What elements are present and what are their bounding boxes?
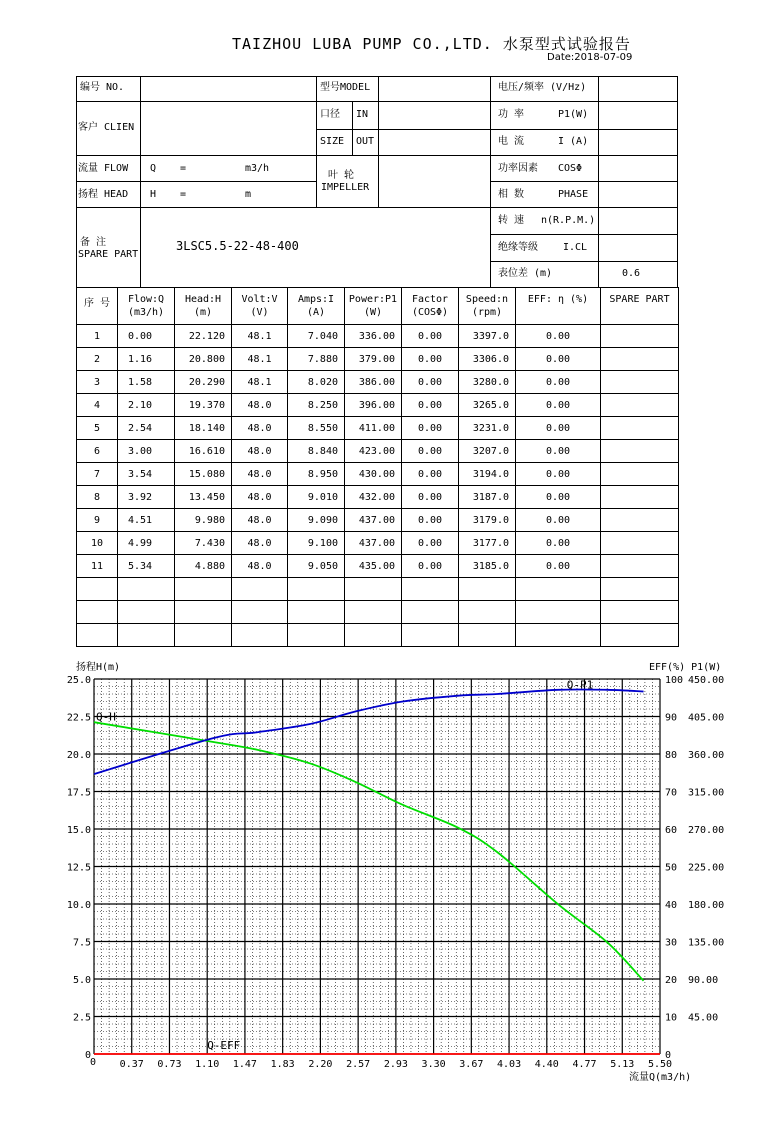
x-tick-label: 1.10	[195, 1059, 220, 1070]
table-cell: 0.00	[402, 394, 459, 417]
y-eff-tick-label: 60	[665, 825, 678, 836]
table-cell: 3.54	[118, 463, 175, 486]
header-cell-line1: Amps:I	[297, 294, 335, 305]
head-label: 扬程 HEAD	[78, 189, 129, 200]
table-cell	[345, 578, 402, 601]
table-cell	[232, 624, 288, 647]
series-label: Q-EFF	[207, 1039, 241, 1052]
table-cell: 4	[77, 394, 118, 417]
chart-series	[94, 689, 660, 1054]
table-cell	[345, 601, 402, 624]
header-cell	[601, 288, 679, 325]
table-cell: 0.00	[402, 440, 459, 463]
table-cell: 48.0	[232, 555, 288, 578]
spare-en: SPARE PART	[78, 249, 139, 260]
flow-eq: =	[180, 163, 187, 174]
table-cell	[118, 578, 175, 601]
table-cell	[77, 624, 118, 647]
header-cell-line2: (m)	[193, 307, 213, 318]
head-unit: m	[245, 189, 252, 200]
header-cell	[345, 288, 402, 325]
table-cell: 48.0	[232, 532, 288, 555]
table-cell: 3	[77, 371, 118, 394]
pf-unit: COSΦ	[558, 163, 583, 174]
table-cell: 8.950	[288, 463, 345, 486]
table-cell	[601, 348, 679, 371]
client-label: 客户 CLIEN	[78, 122, 135, 133]
table-cell: 0.00	[516, 509, 601, 532]
table-cell: 48.1	[232, 348, 288, 371]
header-cell-line2: (W)	[363, 307, 383, 318]
header-cell	[402, 288, 459, 325]
table-cell: 8	[77, 486, 118, 509]
chart-grid	[94, 679, 660, 1054]
table-cell: 0.00	[402, 348, 459, 371]
size-label: SIZE	[320, 136, 345, 147]
x-tick-label: 1.83	[270, 1059, 295, 1070]
table-cell	[175, 624, 232, 647]
header-cell-line1: SPARE PART	[609, 294, 670, 305]
table-cell: 10	[77, 532, 118, 555]
impeller-cn: 叶 轮	[328, 170, 355, 181]
y-power-tick-label: 405.00	[688, 712, 725, 724]
table-cell: 48.0	[232, 486, 288, 509]
table-cell: 411.00	[345, 417, 402, 440]
y-eff-tick-label: 50	[665, 862, 678, 874]
y-power-tick-label: 45.00	[688, 1012, 719, 1024]
table-cell: 0.00	[402, 371, 459, 394]
series-label: Q-P1	[566, 678, 594, 692]
table-cell: 48.0	[232, 417, 288, 440]
table-cell	[175, 601, 232, 624]
table-cell: 0.00	[402, 486, 459, 509]
y-left-tick-label: 7.5	[72, 937, 91, 949]
table-cell: 48.0	[232, 440, 288, 463]
pf-label: 功率因素	[498, 163, 538, 174]
table-cell: 48.1	[232, 325, 288, 348]
y-eff-tick-label: 70	[665, 787, 678, 799]
y-left-tick-label: 0	[84, 1050, 91, 1061]
x-tick-label: 4.03	[497, 1059, 522, 1070]
table-cell: 423.00	[345, 440, 402, 463]
power-label: 功 率	[498, 109, 525, 120]
insulation-unit: I.CL	[563, 242, 588, 253]
table-cell	[601, 440, 679, 463]
table-cell: 8.840	[288, 440, 345, 463]
table-cell	[402, 578, 459, 601]
table-cell	[402, 624, 459, 647]
table-cell: 18.140	[175, 417, 232, 440]
table-cell: 0.00	[402, 555, 459, 578]
table-cell: 9	[77, 509, 118, 532]
y-left-tick-label: 17.5	[66, 787, 91, 799]
table-row	[77, 509, 679, 532]
table-cell	[345, 624, 402, 647]
table-cell: 3397.0	[459, 325, 516, 348]
table-cell	[459, 578, 516, 601]
left-axis-label: 扬程H(m)	[76, 662, 121, 673]
table-cell: 20.290	[175, 371, 232, 394]
x-tick-label: 5.50	[647, 1059, 673, 1070]
table-cell	[601, 624, 679, 647]
x-tick-label: 5.13	[610, 1059, 635, 1070]
y-power-tick-label: 450.00	[688, 675, 725, 686]
header-cell-line1: Head:H	[184, 294, 222, 305]
table-cell	[601, 486, 679, 509]
y-left-tick-label: 10.0	[66, 900, 91, 911]
table-cell	[516, 624, 601, 647]
table-row	[77, 348, 679, 371]
table-cell: 0.00	[402, 463, 459, 486]
table-cell	[601, 371, 679, 394]
table-row	[77, 578, 679, 601]
table-cell	[516, 578, 601, 601]
offset-value: 0.6	[622, 268, 641, 279]
table-cell: 3177.0	[459, 532, 516, 555]
caliber-label: 口径	[320, 109, 340, 120]
table-cell	[402, 601, 459, 624]
x-origin-label: 0	[90, 1057, 97, 1068]
header-cell-line2: (m3/h)	[127, 307, 165, 318]
table-cell: 7.040	[288, 325, 345, 348]
table-cell	[77, 578, 118, 601]
speed-label: 转 速	[498, 215, 525, 226]
table-cell	[459, 601, 516, 624]
table-cell: 3.92	[118, 486, 175, 509]
table-cell: 15.080	[175, 463, 232, 486]
table-cell	[601, 532, 679, 555]
y-left-tick-label: 2.5	[72, 1012, 91, 1024]
insulation-label: 绝缘等级	[498, 242, 538, 253]
current-label: 电 流	[498, 136, 525, 147]
table-cell: 1	[77, 325, 118, 348]
table-cell	[601, 578, 679, 601]
x-tick-label: 4.40	[534, 1059, 559, 1070]
header-cell-line1: Factor	[411, 294, 449, 305]
table-cell	[601, 601, 679, 624]
table-cell: 437.00	[345, 509, 402, 532]
series-line-q-p1	[94, 689, 644, 774]
x-tick-label: 3.67	[459, 1059, 484, 1070]
table-cell: 11	[77, 555, 118, 578]
table-cell	[288, 601, 345, 624]
table-cell: 3231.0	[459, 417, 516, 440]
header-cell	[175, 288, 232, 325]
phase-label: 相 数	[498, 189, 525, 200]
y-power-tick-label: 315.00	[688, 787, 725, 799]
table-cell: 22.120	[175, 325, 232, 348]
y-left-tick-label: 15.0	[66, 825, 91, 836]
table-row	[77, 463, 679, 486]
out-label: OUT	[356, 136, 375, 147]
spare-cn: 备 注	[80, 237, 107, 248]
table-row	[77, 624, 679, 647]
table-cell: 0.00	[402, 509, 459, 532]
header-cell	[459, 288, 516, 325]
table-cell: 0.00	[516, 463, 601, 486]
table-cell: 9.050	[288, 555, 345, 578]
flow-q: Q	[150, 163, 157, 174]
table-cell: 0.00	[516, 394, 601, 417]
table-cell: 430.00	[345, 463, 402, 486]
x-tick-label: 2.20	[308, 1059, 333, 1070]
table-body	[77, 325, 679, 647]
table-cell: 7	[77, 463, 118, 486]
table-row	[77, 532, 679, 555]
table-cell: 48.1	[232, 371, 288, 394]
table-cell	[232, 578, 288, 601]
header-cell	[118, 288, 175, 325]
x-tick-label: 4.77	[572, 1059, 597, 1070]
table-cell: 3187.0	[459, 486, 516, 509]
y-eff-tick-label: 40	[665, 900, 678, 911]
table-cell: 0.00	[516, 348, 601, 371]
x-axis-label: 流量Q(m3/h)	[629, 1072, 692, 1083]
current-unit: I (A)	[558, 136, 589, 147]
y-eff-tick-label: 100	[665, 675, 684, 686]
x-tick-label: 0.37	[119, 1059, 144, 1070]
x-tick-label: 2.57	[346, 1059, 371, 1070]
y-power-tick-label: 90.00	[688, 975, 719, 986]
table-cell	[288, 578, 345, 601]
y-left-tick-label: 20.0	[66, 750, 91, 761]
table-cell: 432.00	[345, 486, 402, 509]
test-data-table	[76, 287, 679, 647]
table-row	[77, 417, 679, 440]
x-tick-label: 1.47	[232, 1059, 257, 1070]
table-cell: 4.99	[118, 532, 175, 555]
table-cell: 3185.0	[459, 555, 516, 578]
header-cell	[288, 288, 345, 325]
speed-unit: n(R.P.M.)	[541, 215, 596, 226]
header-cell-line1: Speed:n	[465, 294, 509, 305]
y-power-tick-label: 225.00	[688, 862, 725, 874]
table-cell	[118, 601, 175, 624]
table-cell	[118, 624, 175, 647]
table-cell: 16.610	[175, 440, 232, 463]
offset-label: 表位差 (m)	[498, 268, 553, 279]
y-power-tick-label: 180.00	[688, 900, 725, 911]
spare-value: 3LSC5.5-22-48-400	[176, 239, 299, 253]
table-cell: 1.16	[118, 348, 175, 371]
table-row	[77, 394, 679, 417]
head-h: H	[150, 189, 157, 200]
right-axis-label: EFF(%) P1(W)	[649, 662, 722, 673]
y-eff-tick-label: 90	[665, 712, 678, 724]
header-cell-line1: Volt:V	[241, 294, 278, 305]
table-cell: 3280.0	[459, 371, 516, 394]
table-cell: 3179.0	[459, 509, 516, 532]
header-cell-line2: (V)	[250, 307, 269, 318]
table-cell: 48.0	[232, 509, 288, 532]
table-cell	[459, 624, 516, 647]
table-cell	[601, 555, 679, 578]
table-cell: 5	[77, 417, 118, 440]
y-power-tick-label: 135.00	[688, 937, 725, 949]
table-cell	[232, 601, 288, 624]
table-cell	[601, 325, 679, 348]
table-cell: 386.00	[345, 371, 402, 394]
x-tick-label: 2.93	[383, 1059, 408, 1070]
table-cell: 0.00	[516, 532, 601, 555]
table-row	[77, 371, 679, 394]
phase-unit: PHASE	[558, 189, 589, 200]
table-cell: 3306.0	[459, 348, 516, 371]
y-eff-tick-label: 0	[665, 1050, 672, 1061]
table-cell: 0.00	[402, 417, 459, 440]
table-cell: 0.00	[516, 371, 601, 394]
model-label: 型号MODEL	[320, 82, 371, 93]
y-power-tick-label: 270.00	[688, 825, 725, 836]
table-cell: 7.880	[288, 348, 345, 371]
table-cell: 13.450	[175, 486, 232, 509]
table-cell: 20.800	[175, 348, 232, 371]
info-grid	[0, 0, 769, 300]
table-cell	[77, 601, 118, 624]
table-cell	[601, 463, 679, 486]
in-label: IN	[356, 109, 369, 120]
no-label: 编号 NO.	[80, 82, 125, 93]
table-cell: 7.430	[175, 532, 232, 555]
table-cell: 5.34	[118, 555, 175, 578]
table-cell: 4.51	[118, 509, 175, 532]
table-cell	[601, 417, 679, 440]
table-cell: 48.0	[232, 463, 288, 486]
table-cell: 3265.0	[459, 394, 516, 417]
table-cell: 2	[77, 348, 118, 371]
y-left-tick-label: 5.0	[72, 975, 91, 986]
table-cell: 435.00	[345, 555, 402, 578]
table-cell	[175, 578, 232, 601]
header-cell-line2: (rpm)	[471, 307, 503, 318]
y-left-tick-label: 12.5	[66, 862, 91, 874]
table-cell: 0.00	[516, 555, 601, 578]
x-tick-label: 3.30	[421, 1059, 446, 1070]
table-cell: 379.00	[345, 348, 402, 371]
y-eff-tick-label: 20	[665, 975, 678, 986]
impeller-en: IMPELLER	[321, 182, 370, 193]
table-cell: 3194.0	[459, 463, 516, 486]
table-cell: 0.00	[516, 440, 601, 463]
table-cell: 2.54	[118, 417, 175, 440]
table-cell: 396.00	[345, 394, 402, 417]
header-cell	[77, 288, 118, 325]
table-cell: 0.00	[516, 417, 601, 440]
table-cell: 8.550	[288, 417, 345, 440]
table-row	[77, 325, 679, 348]
y-left-tick-label: 25.0	[66, 675, 91, 686]
table-cell: 48.0	[232, 394, 288, 417]
flow-label: 流量 FLOW	[78, 163, 129, 174]
y-power-tick-label: 360.00	[688, 750, 725, 761]
header-cell-line2: (A)	[306, 307, 326, 318]
table-cell: 19.370	[175, 394, 232, 417]
report-title: TAIZHOU LUBA PUMP CO.,LTD. 水泵型式试验报告	[232, 35, 631, 53]
table-cell: 0.00	[516, 486, 601, 509]
table-cell: 437.00	[345, 532, 402, 555]
table-cell: 0.00	[402, 325, 459, 348]
header-cell-line1: Power:P1	[348, 294, 398, 305]
table-cell: 9.100	[288, 532, 345, 555]
voltage-label: 电压/频率 (V/Hz)	[498, 82, 587, 93]
table-cell: 0.00	[516, 325, 601, 348]
header-cell-line1: Flow:Q	[127, 294, 165, 305]
table-cell: 9.980	[175, 509, 232, 532]
head-eq: =	[180, 189, 187, 200]
x-tick-label: 0.73	[157, 1059, 182, 1070]
report-date: Date:2018-07-09	[547, 52, 633, 63]
header-cell-line1: EFF: η (%)	[527, 294, 589, 305]
table-cell: 8.020	[288, 371, 345, 394]
flow-unit: m3/h	[245, 163, 270, 174]
table-row	[77, 601, 679, 624]
table-cell: 3.00	[118, 440, 175, 463]
table-cell: 1.58	[118, 371, 175, 394]
table-cell	[288, 624, 345, 647]
table-cell: 3207.0	[459, 440, 516, 463]
table-cell	[601, 394, 679, 417]
table-cell: 9.010	[288, 486, 345, 509]
header-cell	[516, 288, 601, 325]
table-cell: 336.00	[345, 325, 402, 348]
table-cell: 8.250	[288, 394, 345, 417]
table-cell: 9.090	[288, 509, 345, 532]
table-header-row	[77, 288, 679, 325]
header-cell	[232, 288, 288, 325]
y-eff-tick-label: 10	[665, 1012, 678, 1024]
y-eff-tick-label: 30	[665, 937, 678, 949]
table-cell: 0.00	[402, 532, 459, 555]
table-cell	[516, 601, 601, 624]
table-row	[77, 440, 679, 463]
table-row	[77, 555, 679, 578]
series-label: Q-H	[96, 710, 116, 724]
table-cell: 2.10	[118, 394, 175, 417]
y-eff-tick-label: 80	[665, 750, 678, 761]
y-left-tick-label: 22.5	[66, 712, 91, 724]
header-cell-line2: (COSΦ)	[411, 307, 449, 318]
table-cell: 4.880	[175, 555, 232, 578]
table-cell	[601, 509, 679, 532]
power-unit: P1(W)	[558, 109, 589, 120]
table-cell: 6	[77, 440, 118, 463]
table-row	[77, 486, 679, 509]
table-cell: 0.00	[118, 325, 175, 348]
header-cell-line1: 序 号	[83, 298, 111, 309]
performance-chart	[0, 655, 769, 1115]
